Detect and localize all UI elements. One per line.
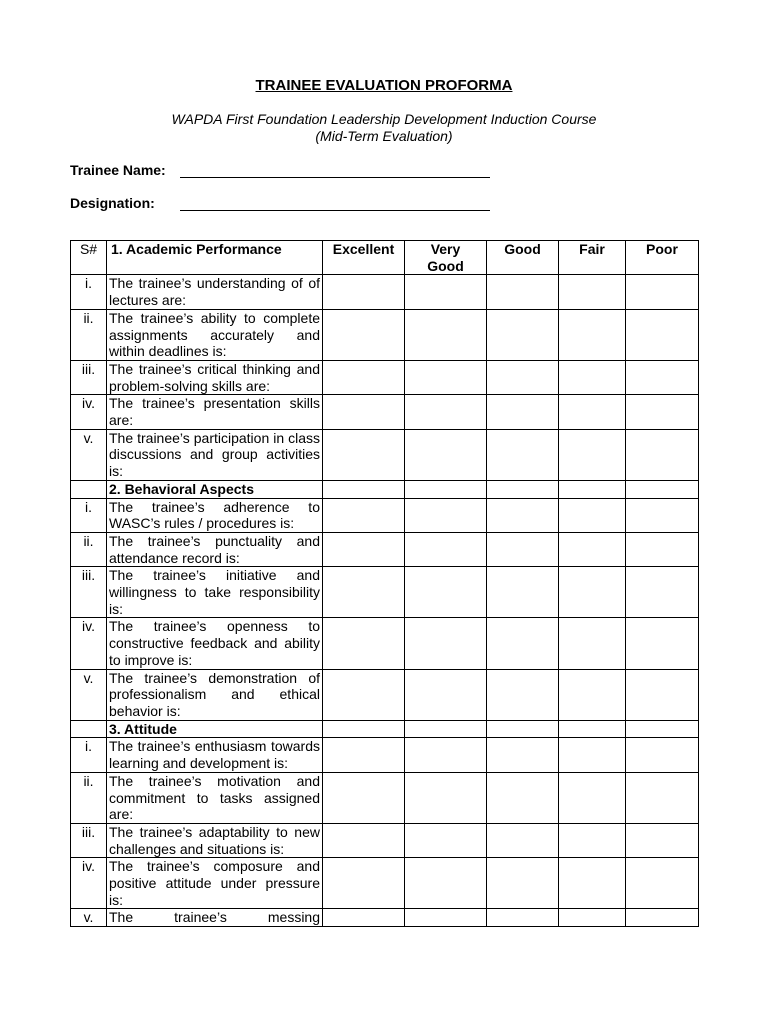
table-row bbox=[71, 567, 699, 618]
rating-cell-good[interactable] bbox=[487, 567, 559, 618]
rating-cell-good[interactable] bbox=[487, 738, 559, 772]
criterion-text: The trainee’s messing bbox=[107, 909, 323, 927]
rating-cell-very-good[interactable] bbox=[405, 738, 487, 772]
rating-cell-very-good[interactable] bbox=[405, 532, 487, 566]
rating-cell-very-good[interactable] bbox=[405, 772, 487, 823]
rating-cell-poor[interactable] bbox=[626, 275, 699, 309]
section-filler bbox=[626, 480, 699, 498]
section-filler bbox=[405, 720, 487, 738]
rating-cell-excellent[interactable] bbox=[323, 669, 405, 720]
rating-cell-poor[interactable] bbox=[626, 429, 699, 480]
designation-line[interactable] bbox=[180, 210, 490, 211]
header-academic-performance: 1. Academic Performance bbox=[107, 241, 323, 275]
table-row bbox=[71, 532, 699, 566]
rating-cell-very-good[interactable] bbox=[405, 498, 487, 532]
criterion-text: The trainee’s ability to complete assignments accurately and within deadlines is: bbox=[107, 309, 323, 360]
rating-cell-very-good[interactable] bbox=[405, 909, 487, 927]
criterion-text: The trainee’s participation in class discussions and group activities is: bbox=[107, 429, 323, 480]
rating-cell-fair[interactable] bbox=[559, 823, 626, 857]
rating-cell-poor[interactable] bbox=[626, 772, 699, 823]
trainee-name-line[interactable] bbox=[180, 177, 490, 178]
rating-cell-fair[interactable] bbox=[559, 360, 626, 394]
rating-cell-fair[interactable] bbox=[559, 275, 626, 309]
rating-cell-good[interactable] bbox=[487, 669, 559, 720]
rating-cell-fair[interactable] bbox=[559, 738, 626, 772]
row-number: ii. bbox=[71, 772, 107, 823]
rating-cell-good[interactable] bbox=[487, 772, 559, 823]
rating-cell-very-good[interactable] bbox=[405, 309, 487, 360]
section-title-behavioral: 2. Behavioral Aspects bbox=[107, 480, 323, 498]
rating-cell-very-good[interactable] bbox=[405, 567, 487, 618]
rating-cell-fair[interactable] bbox=[559, 532, 626, 566]
rating-cell-excellent[interactable] bbox=[323, 858, 405, 909]
rating-cell-excellent[interactable] bbox=[323, 618, 405, 669]
section-filler bbox=[487, 720, 559, 738]
rating-cell-very-good[interactable] bbox=[405, 618, 487, 669]
row-number: v. bbox=[71, 909, 107, 927]
rating-cell-excellent[interactable] bbox=[323, 275, 405, 309]
rating-cell-poor[interactable] bbox=[626, 498, 699, 532]
rating-cell-fair[interactable] bbox=[559, 772, 626, 823]
rating-cell-excellent[interactable] bbox=[323, 532, 405, 566]
subtitle-course: WAPDA First Foundation Leadership Development Induction Course bbox=[171, 111, 597, 127]
header-good: Good bbox=[487, 241, 559, 275]
rating-cell-excellent[interactable] bbox=[323, 823, 405, 857]
rating-cell-excellent[interactable] bbox=[323, 567, 405, 618]
rating-cell-poor[interactable] bbox=[626, 360, 699, 394]
evaluation-table-body bbox=[71, 275, 699, 927]
rating-cell-very-good[interactable] bbox=[405, 823, 487, 857]
section-filler bbox=[559, 480, 626, 498]
rating-cell-very-good[interactable] bbox=[405, 429, 487, 480]
rating-cell-fair[interactable] bbox=[559, 309, 626, 360]
rating-cell-poor[interactable] bbox=[626, 618, 699, 669]
rating-cell-good[interactable] bbox=[487, 429, 559, 480]
table-row bbox=[71, 669, 699, 720]
row-number: i. bbox=[71, 498, 107, 532]
rating-cell-fair[interactable] bbox=[559, 618, 626, 669]
table-row bbox=[71, 858, 699, 909]
section-title-attitude: 3. Attitude bbox=[107, 720, 323, 738]
rating-cell-very-good[interactable] bbox=[405, 275, 487, 309]
criterion-text: The trainee’s composure and positive attitude under pressure is: bbox=[107, 858, 323, 909]
header-very-good: Very Good bbox=[405, 241, 487, 275]
criterion-text: The trainee’s initiative and willingness to take responsibility is: bbox=[107, 567, 323, 618]
section-filler bbox=[626, 720, 699, 738]
rating-cell-good[interactable] bbox=[487, 618, 559, 669]
rating-cell-fair[interactable] bbox=[559, 669, 626, 720]
header-poor: Poor bbox=[626, 241, 699, 275]
table-row bbox=[71, 395, 699, 429]
criterion-text: The trainee’s adherence to WASC’s rules / procedures is: bbox=[107, 498, 323, 532]
criterion-text: The trainee’s openness to constructive feedback and ability to improve is: bbox=[107, 618, 323, 669]
table-row bbox=[71, 498, 699, 532]
rating-cell-fair[interactable] bbox=[559, 858, 626, 909]
rating-cell-poor[interactable] bbox=[626, 669, 699, 720]
table-row bbox=[71, 309, 699, 360]
section-filler bbox=[323, 480, 405, 498]
rating-cell-very-good[interactable] bbox=[405, 669, 487, 720]
header-sn: S# bbox=[71, 241, 107, 275]
section-filler bbox=[559, 720, 626, 738]
row-number: iii. bbox=[71, 360, 107, 394]
rating-cell-poor[interactable] bbox=[626, 858, 699, 909]
designation-label: Designation: bbox=[70, 195, 155, 211]
rating-cell-good[interactable] bbox=[487, 532, 559, 566]
rating-cell-very-good[interactable] bbox=[405, 360, 487, 394]
rating-cell-excellent[interactable] bbox=[323, 738, 405, 772]
table-row bbox=[71, 772, 699, 823]
evaluation-table bbox=[70, 240, 699, 927]
table-header-row bbox=[71, 241, 699, 275]
row-number: i. bbox=[71, 738, 107, 772]
rating-cell-very-good[interactable] bbox=[405, 395, 487, 429]
table-row bbox=[71, 738, 699, 772]
rating-cell-excellent[interactable] bbox=[323, 429, 405, 480]
row-number: ii. bbox=[71, 309, 107, 360]
row-number: iii. bbox=[71, 823, 107, 857]
rating-cell-fair[interactable] bbox=[559, 567, 626, 618]
rating-cell-good[interactable] bbox=[487, 395, 559, 429]
section-row-attitude bbox=[71, 720, 699, 738]
header-excellent: Excellent bbox=[323, 241, 405, 275]
row-number: iv. bbox=[71, 618, 107, 669]
rating-cell-fair[interactable] bbox=[559, 395, 626, 429]
table-row bbox=[71, 823, 699, 857]
table-row bbox=[71, 429, 699, 480]
section-row-behavioral bbox=[71, 480, 699, 498]
row-number: ii. bbox=[71, 532, 107, 566]
row-number bbox=[71, 480, 107, 498]
criterion-text: The trainee’s demonstration of professionalism and ethical behavior is: bbox=[107, 669, 323, 720]
trainee-name-label: Trainee Name: bbox=[70, 162, 166, 178]
rating-cell-poor[interactable] bbox=[626, 909, 699, 927]
rating-cell-good[interactable] bbox=[487, 360, 559, 394]
header-fair: Fair bbox=[559, 241, 626, 275]
row-number: v. bbox=[71, 669, 107, 720]
rating-cell-poor[interactable] bbox=[626, 532, 699, 566]
rating-cell-excellent[interactable] bbox=[323, 909, 405, 927]
rating-cell-fair[interactable] bbox=[559, 498, 626, 532]
rating-cell-good[interactable] bbox=[487, 823, 559, 857]
rating-cell-excellent[interactable] bbox=[323, 772, 405, 823]
rating-cell-good[interactable] bbox=[487, 275, 559, 309]
rating-cell-poor[interactable] bbox=[626, 309, 699, 360]
criterion-text: The trainee’s punctuality and attendance record is: bbox=[107, 532, 323, 566]
rating-cell-good[interactable] bbox=[487, 858, 559, 909]
criterion-text: The trainee’s motivation and commitment to tasks assigned are: bbox=[107, 772, 323, 823]
subtitle-evaluation-type: (Mid-Term Evaluation) bbox=[315, 128, 453, 144]
criterion-text: The trainee’s critical thinking and problem-solving skills are: bbox=[107, 360, 323, 394]
rating-cell-poor[interactable] bbox=[626, 567, 699, 618]
row-number: iv. bbox=[71, 858, 107, 909]
rating-cell-good[interactable] bbox=[487, 498, 559, 532]
table-row bbox=[71, 275, 699, 309]
rating-cell-excellent[interactable] bbox=[323, 498, 405, 532]
rating-cell-good[interactable] bbox=[487, 309, 559, 360]
section-filler bbox=[487, 480, 559, 498]
row-number: iii. bbox=[71, 567, 107, 618]
row-number bbox=[71, 720, 107, 738]
rating-cell-fair[interactable] bbox=[559, 909, 626, 927]
rating-cell-poor[interactable] bbox=[626, 823, 699, 857]
table-row bbox=[71, 909, 699, 927]
rating-cell-excellent[interactable] bbox=[323, 360, 405, 394]
table-row bbox=[71, 360, 699, 394]
section-filler bbox=[405, 480, 487, 498]
section-filler bbox=[323, 720, 405, 738]
rating-cell-poor[interactable] bbox=[626, 738, 699, 772]
rating-cell-very-good[interactable] bbox=[405, 858, 487, 909]
rating-cell-poor[interactable] bbox=[626, 395, 699, 429]
criterion-text: The trainee’s enthusiasm towards learning and development is: bbox=[107, 738, 323, 772]
rating-cell-fair[interactable] bbox=[559, 429, 626, 480]
document-subtitle bbox=[0, 111, 768, 145]
criterion-text: The trainee’s presentation skills are: bbox=[107, 395, 323, 429]
row-number: v. bbox=[71, 429, 107, 480]
rating-cell-good[interactable] bbox=[487, 909, 559, 927]
criterion-text: The trainee’s understanding of of lectures are: bbox=[107, 275, 323, 309]
document-title: TRAINEE EVALUATION PROFORMA bbox=[255, 77, 513, 94]
row-number: i. bbox=[71, 275, 107, 309]
rating-cell-excellent[interactable] bbox=[323, 395, 405, 429]
rating-cell-excellent[interactable] bbox=[323, 309, 405, 360]
row-number: iv. bbox=[71, 395, 107, 429]
criterion-text: The trainee’s adaptability to new challenges and situations is: bbox=[107, 823, 323, 857]
table-row bbox=[71, 618, 699, 669]
